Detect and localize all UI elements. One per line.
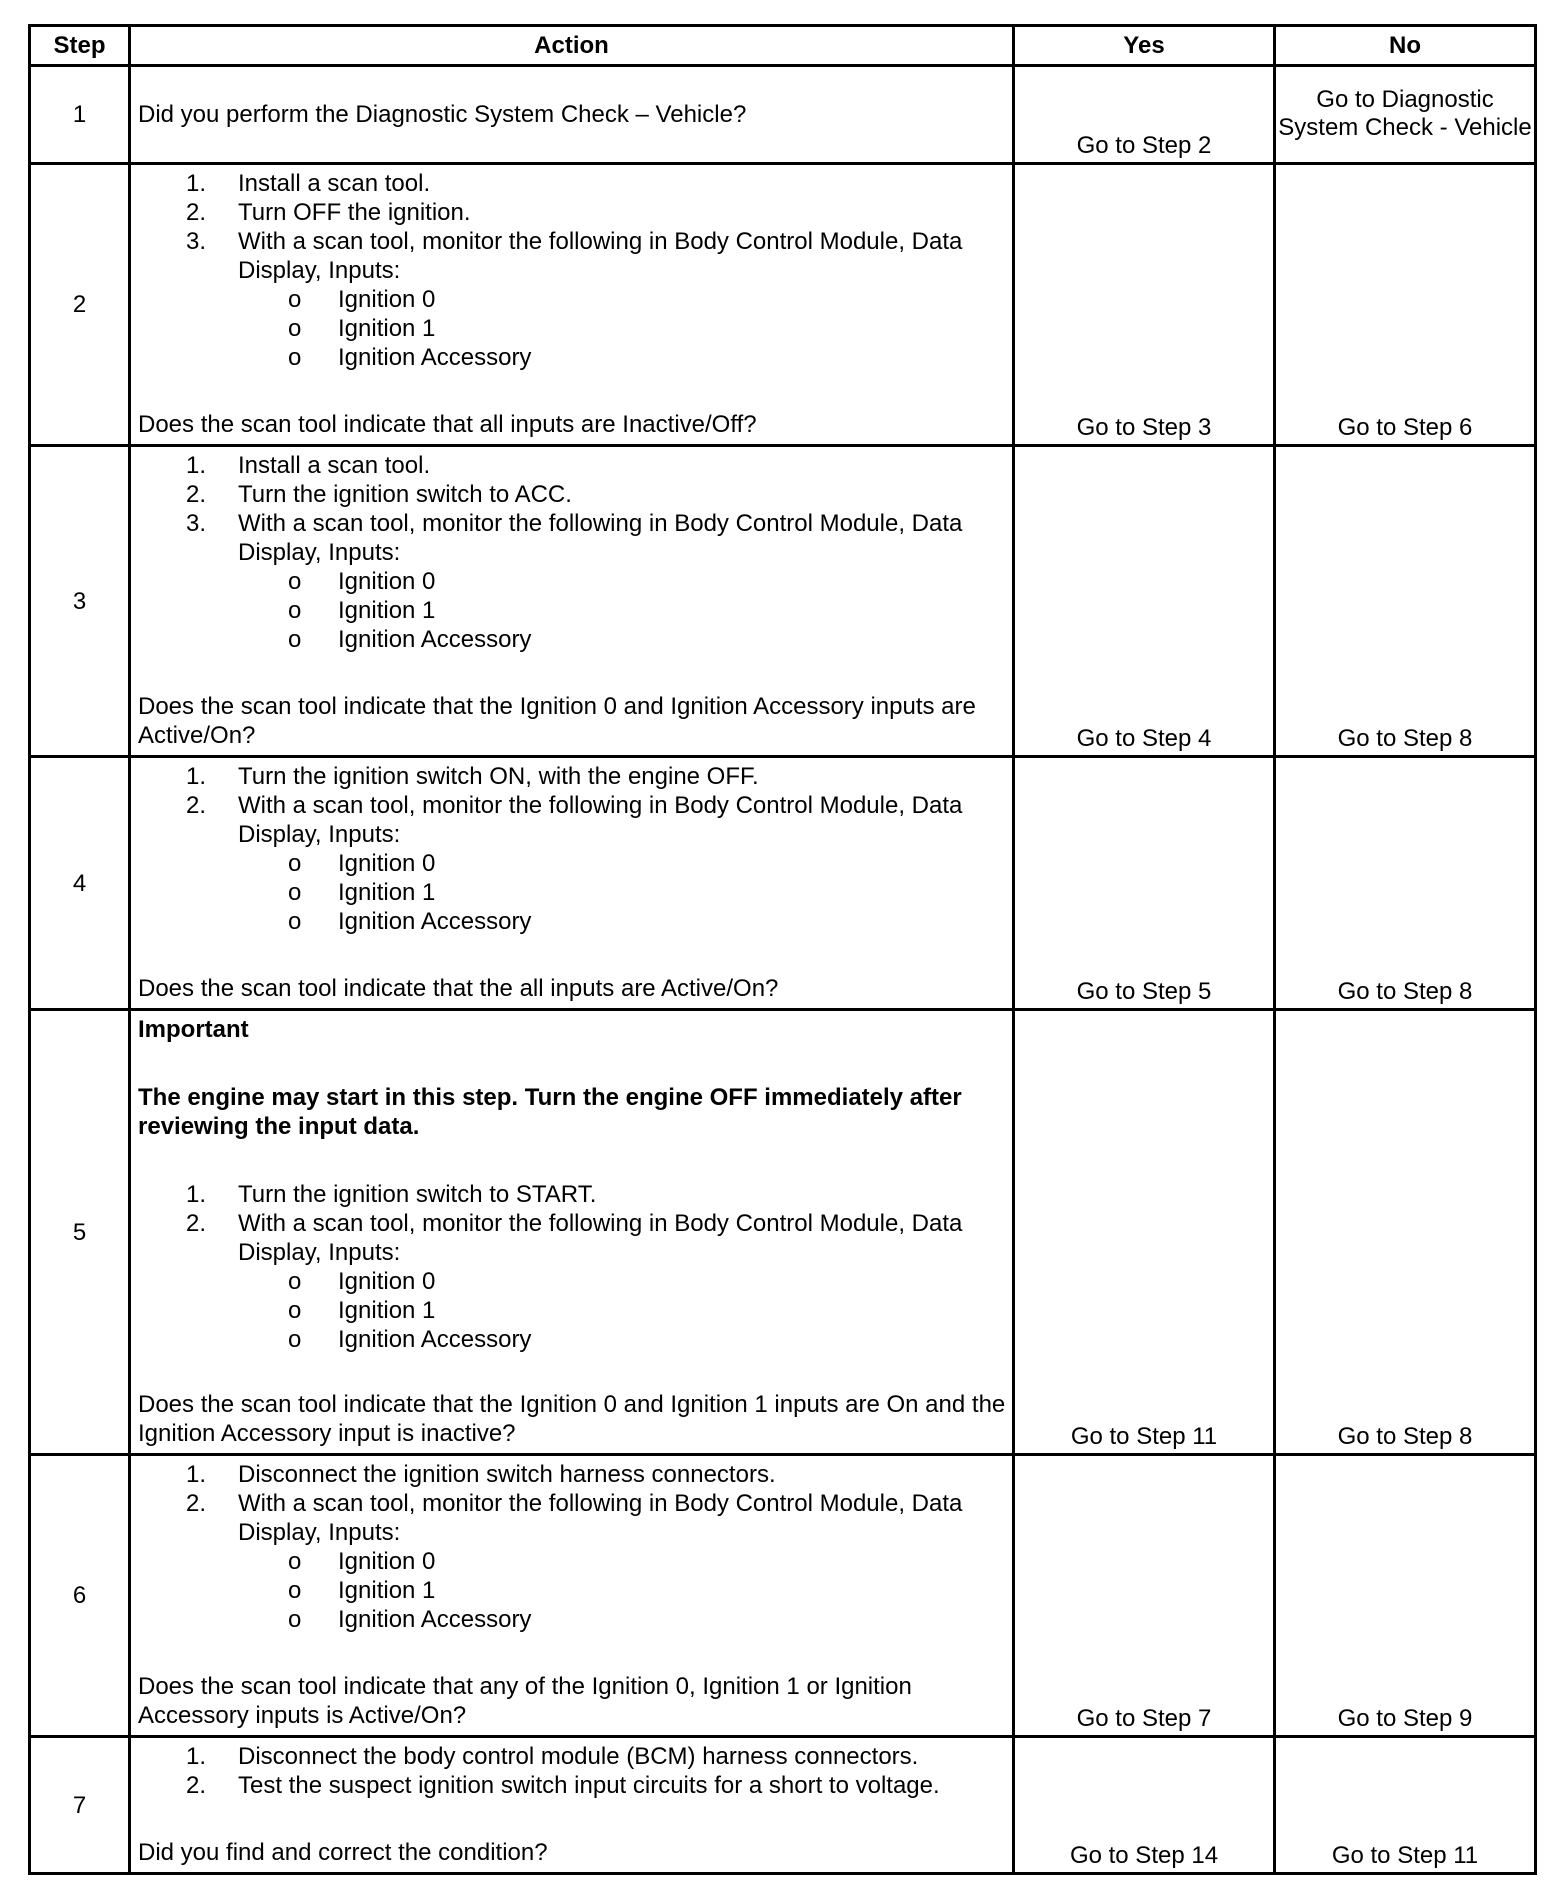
list-item: 1. Turn the ignition switch to START. [186, 1181, 597, 1208]
table-row [30, 446, 1536, 757]
question-text: Does the scan tool indicate that any of the Ignition 0, Ignition 1 or Ignition Accessory inputs is Active/On? [138, 1673, 912, 1729]
list-item: o Ignition Accessory [288, 626, 532, 653]
step-number: 5 [30, 1010, 130, 1455]
list-item: 1. Install a scan tool. [186, 452, 431, 479]
list-item: o Ignition 1 [288, 1297, 436, 1324]
table-row [30, 164, 1536, 446]
no-cell: Go to Step 11 [1275, 1737, 1536, 1874]
yes-cell: Go to Step 2 [1014, 66, 1275, 164]
diagnostic-table-page [28, 24, 1534, 1875]
question-text: Does the scan tool indicate that the all inputs are Active/On? [138, 975, 779, 1002]
step-number: 4 [30, 757, 130, 1010]
list-item: 2. Test the suspect ignition switch input circuits for a short to voltage. [186, 1772, 940, 1799]
instruction-list [138, 169, 1006, 372]
table-row [30, 66, 1536, 164]
input-list [238, 849, 1006, 936]
table-row [30, 1737, 1536, 1874]
question-text: Does the scan tool indicate that all inputs are Inactive/Off? [138, 411, 757, 438]
question-text: Did you find and correct the condition? [138, 1839, 548, 1866]
list-item: o Ignition 1 [288, 597, 436, 624]
no-cell: Go to Step 8 [1275, 757, 1536, 1010]
header-yes: Yes [1014, 26, 1275, 66]
diagnostic-table [28, 24, 1537, 1875]
list-item: 1. Disconnect the body control module (BCM) harness connectors. [186, 1743, 919, 1770]
list-item: 1. Install a scan tool. [186, 170, 431, 197]
list-item: 2. With a scan tool, monitor the following in Body Control Module, Data Display, Inputs: o Ignition 0 o Ignition 1 o Ignition Accessory [138, 1489, 1006, 1634]
yes-cell: Go to Step 5 [1014, 757, 1275, 1010]
yes-cell: Go to Step 4 [1014, 446, 1275, 757]
question-text: Does the scan tool indicate that the Ignition 0 and Ignition Accessory inputs are Active/On? [138, 693, 976, 749]
action-cell [130, 66, 1014, 164]
list-item: 2. Turn the ignition switch to ACC. [186, 481, 572, 508]
header-action: Action [130, 26, 1014, 66]
question-text: Did you perform the Diagnostic System Check – Vehicle? [138, 101, 747, 128]
list-item: o Ignition 1 [288, 1577, 436, 1604]
action-cell [130, 446, 1014, 757]
list-item: o Ignition 0 [288, 286, 436, 313]
no-cell: Go to Step 6 [1275, 164, 1536, 446]
list-item: o Ignition 0 [288, 850, 436, 877]
instruction-list [138, 1180, 1006, 1354]
no-cell: Go to Step 8 [1275, 1010, 1536, 1455]
table-row [30, 1010, 1536, 1455]
step-number: 1 [30, 66, 130, 164]
table-row [30, 1455, 1536, 1737]
header-no: No [1275, 26, 1536, 66]
list-item: o Ignition Accessory [288, 1606, 532, 1633]
question-text: Does the scan tool indicate that the Ignition 0 and Ignition 1 inputs are On and the Ignition Accessory input is inactive? [138, 1391, 1006, 1447]
list-item: o Ignition Accessory [288, 908, 532, 935]
yes-cell: Go to Step 3 [1014, 164, 1275, 446]
list-item: 2. With a scan tool, monitor the following in Body Control Module, Data Display, Inputs: o Ignition 0 o Ignition 1 o Ignition Accessory [138, 1209, 1006, 1354]
important-warning: The engine may start in this step. Turn the engine OFF immediately after reviewing the input data. [138, 1084, 962, 1140]
input-list [238, 567, 1006, 654]
list-item: o Ignition 0 [288, 568, 436, 595]
action-cell [130, 757, 1014, 1010]
step-number: 3 [30, 446, 130, 757]
step-number: 7 [30, 1737, 130, 1874]
yes-cell: Go to Step 11 [1014, 1010, 1275, 1455]
input-list [238, 1547, 1006, 1634]
list-item: o Ignition 0 [288, 1548, 436, 1575]
list-item: 1. Turn the ignition switch ON, with the engine OFF. [186, 763, 759, 790]
list-item: 3. With a scan tool, monitor the following in Body Control Module, Data Display, Inputs: o Ignition 0 o Ignition 1 o Ignition Accessory [138, 509, 1006, 654]
instruction-list [138, 1460, 1006, 1634]
list-item: 2. Turn OFF the ignition. [186, 199, 471, 226]
header-row [30, 26, 1536, 66]
yes-cell: Go to Step 7 [1014, 1455, 1275, 1737]
action-cell [130, 1737, 1014, 1874]
no-cell: Go to Step 8 [1275, 446, 1536, 757]
instruction-list [138, 451, 1006, 654]
list-item: o Ignition Accessory [288, 1326, 532, 1353]
action-cell [130, 1010, 1014, 1455]
list-item: 1. Disconnect the ignition switch harness connectors. [186, 1461, 776, 1488]
list-item: 2. With a scan tool, monitor the following in Body Control Module, Data Display, Inputs: o Ignition 0 o Ignition 1 o Ignition Accessory [138, 791, 1006, 936]
step-number: 2 [30, 164, 130, 446]
list-item: o Ignition 1 [288, 879, 436, 906]
action-cell [130, 164, 1014, 446]
important-title: Important [138, 1016, 249, 1043]
input-list [238, 285, 1006, 372]
header-step: Step [30, 26, 130, 66]
list-item: o Ignition 0 [288, 1268, 436, 1295]
no-cell: Go to Diagnostic System Check - Vehicle [1275, 66, 1536, 164]
action-cell [130, 1455, 1014, 1737]
input-list [238, 1267, 1006, 1354]
list-item: 3. With a scan tool, monitor the following in Body Control Module, Data Display, Inputs: o Ignition 0 o Ignition 1 o Ignition Accessory [138, 227, 1006, 372]
table-row [30, 757, 1536, 1010]
step-number: 6 [30, 1455, 130, 1737]
yes-cell: Go to Step 14 [1014, 1737, 1275, 1874]
no-cell: Go to Step 9 [1275, 1455, 1536, 1737]
instruction-list [138, 762, 1006, 936]
list-item: o Ignition Accessory [288, 344, 532, 371]
list-item: o Ignition 1 [288, 315, 436, 342]
instruction-list [138, 1742, 1006, 1800]
